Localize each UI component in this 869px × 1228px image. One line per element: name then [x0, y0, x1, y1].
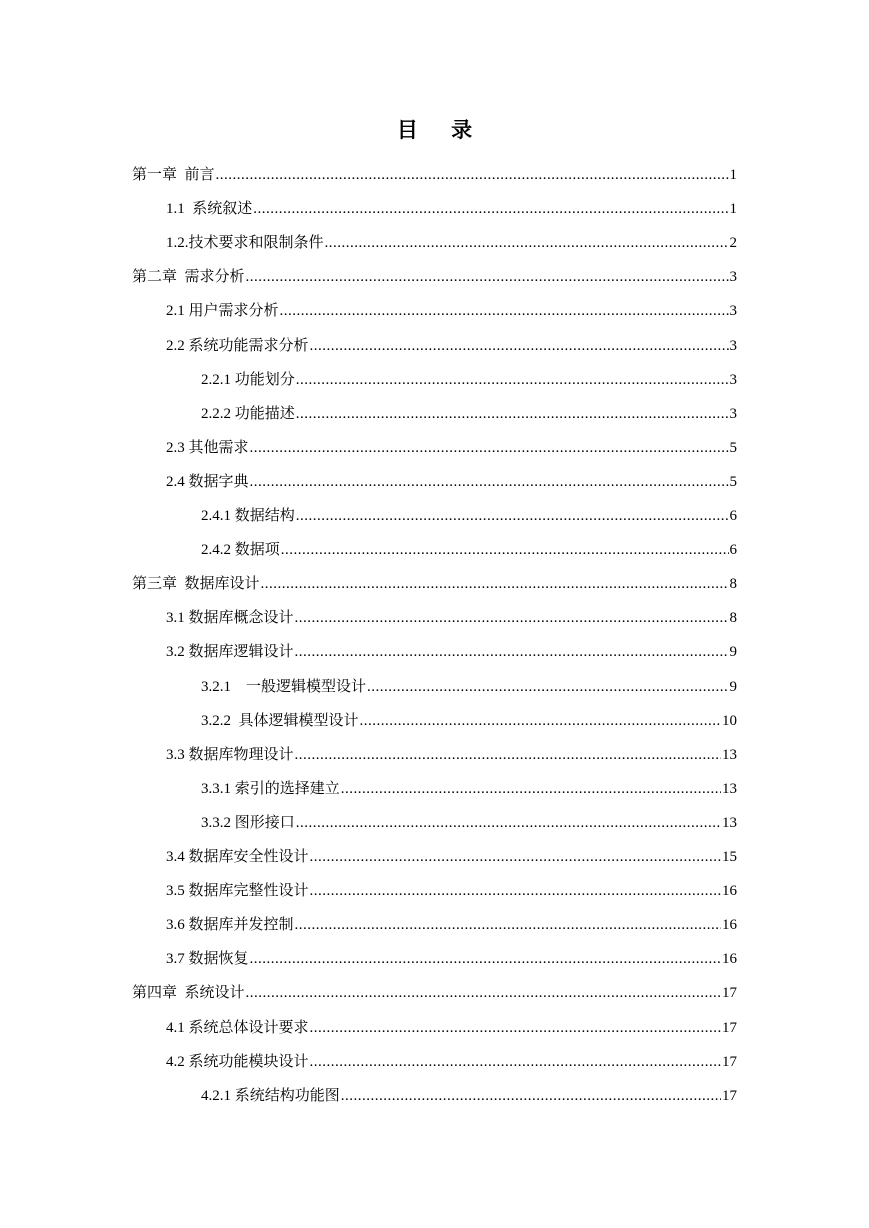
- toc-leader-dots: [295, 916, 721, 934]
- toc-leader-dots: [325, 234, 729, 252]
- toc-entry[interactable]: [201, 1071, 737, 1105]
- toc-entry[interactable]: [166, 900, 737, 934]
- toc-entry[interactable]: [166, 218, 737, 252]
- toc-entry-label: 3.2.2 具体逻辑模型设计: [201, 712, 359, 729]
- toc-entry[interactable]: [201, 389, 737, 423]
- toc-entry[interactable]: [166, 1037, 737, 1071]
- toc-entry-label: 2.4.1 数据结构: [201, 508, 295, 524]
- toc-entry-page: 9: [729, 678, 737, 695]
- toc-entry-label: 1.2.技术要求和限制条件: [166, 235, 324, 252]
- toc-entry-label: 1.1 系统叙述: [166, 201, 253, 218]
- toc-entry-label: 2.3 其他需求: [166, 439, 249, 456]
- toc-entry[interactable]: [201, 764, 737, 798]
- toc-entry[interactable]: [132, 252, 737, 286]
- toc-entry-page: 9: [729, 644, 737, 661]
- toc-entry-page: 5: [729, 473, 737, 490]
- toc-entry[interactable]: [132, 150, 737, 184]
- toc-leader-dots: [295, 643, 729, 661]
- toc-entry-label: 3.1 数据库概念设计: [166, 610, 294, 627]
- toc-entry-page: 3: [729, 337, 737, 354]
- toc-entry-page: 8: [729, 576, 737, 593]
- toc-leader-dots: [296, 814, 721, 832]
- toc-entry-page: 1: [729, 167, 737, 183]
- toc-leader-dots: [296, 371, 729, 389]
- toc-entry-label: 3.6 数据库并发控制: [166, 917, 294, 934]
- toc-entry-page: 6: [729, 508, 737, 524]
- toc-leader-dots: [295, 746, 721, 764]
- toc-entry[interactable]: [166, 832, 737, 866]
- toc-entry-label: 2.4 数据字典: [166, 473, 249, 490]
- toc-leader-dots: [216, 166, 729, 184]
- toc-entry[interactable]: [166, 934, 737, 968]
- toc-leader-dots: [310, 337, 729, 355]
- toc-entry[interactable]: [201, 491, 737, 525]
- toc-leader-dots: [250, 439, 729, 457]
- toc-entry-page: 3: [729, 303, 737, 320]
- toc-entry-page: 17: [722, 1019, 737, 1036]
- toc-leader-dots: [296, 405, 729, 423]
- toc-leader-dots: [341, 780, 721, 798]
- toc-entry[interactable]: [132, 968, 737, 1002]
- toc-leader-dots: [310, 882, 721, 900]
- toc-entry-label: 3.4 数据库安全性设计: [166, 849, 309, 865]
- toc-leader-dots: [367, 678, 728, 696]
- toc-entry-page: 3: [729, 371, 737, 388]
- toc-entry[interactable]: [166, 730, 737, 764]
- toc-entry-page: 15: [722, 849, 737, 865]
- toc-leader-dots: [310, 848, 721, 866]
- toc-leader-dots: [281, 541, 729, 559]
- toc-entry[interactable]: [166, 1003, 737, 1037]
- toc-leader-dots: [360, 712, 721, 730]
- toc-entry[interactable]: [166, 627, 737, 661]
- toc-entry-label: 4.1 系统总体设计要求: [166, 1019, 309, 1036]
- toc-entry-label: 4.2.1 系统结构功能图: [201, 1087, 340, 1104]
- toc-entry-page: 16: [722, 951, 737, 968]
- toc-entry[interactable]: [201, 355, 737, 389]
- toc-entry[interactable]: [166, 286, 737, 320]
- toc-entry[interactable]: [132, 559, 737, 593]
- toc-entry-page: 16: [722, 917, 737, 934]
- toc-entry-label: 2.4.2 数据项: [201, 542, 280, 559]
- toc-entry-page: 17: [722, 985, 737, 1002]
- toc-entry-page: 13: [722, 814, 737, 831]
- toc-entry-label: 2.2 系统功能需求分析: [166, 337, 309, 354]
- toc-entry-label: 2.2.2 功能描述: [201, 405, 295, 422]
- toc-leader-dots: [250, 950, 721, 968]
- toc-entry[interactable]: [166, 423, 737, 457]
- toc-entry-label: 4.2 系统功能模块设计: [166, 1053, 309, 1070]
- toc-entry-label: 第一章 前言: [132, 167, 215, 183]
- toc-entry-page: 8: [729, 610, 737, 627]
- toc-entry[interactable]: [201, 662, 737, 696]
- toc-entry-label: 3.3 数据库物理设计: [166, 746, 294, 763]
- toc-entry-page: 2: [729, 235, 737, 252]
- toc-entry-label: 第四章 系统设计: [132, 985, 245, 1002]
- toc-entry[interactable]: [166, 866, 737, 900]
- toc-entry-page: 10: [722, 712, 737, 729]
- toc-entry-page: 13: [722, 746, 737, 763]
- toc-entry[interactable]: [201, 525, 737, 559]
- toc-entry-label: 3.3.1 索引的选择建立: [201, 780, 340, 797]
- toc-entry-page: 16: [722, 883, 737, 900]
- toc-entry-label: 2.2.1 功能划分: [201, 371, 295, 388]
- toc-entry-page: 17: [722, 1087, 737, 1104]
- toc-leader-dots: [261, 575, 729, 593]
- toc-entry-page: 3: [729, 269, 737, 286]
- toc-entry-label: 3.2 数据库逻辑设计: [166, 644, 294, 661]
- toc-entry-label: 3.5 数据库完整性设计: [166, 883, 309, 900]
- toc-entry[interactable]: [166, 593, 737, 627]
- toc-leader-dots: [341, 1087, 721, 1105]
- toc-entry[interactable]: [166, 184, 737, 218]
- toc-leader-dots: [250, 473, 729, 491]
- toc-entry[interactable]: [201, 696, 737, 730]
- toc-leader-dots: [280, 302, 729, 320]
- toc-entry[interactable]: [166, 457, 737, 491]
- toc-entry-page: 13: [722, 780, 737, 797]
- toc-leader-dots: [246, 984, 721, 1002]
- toc-entry-label: 2.1 用户需求分析: [166, 303, 279, 320]
- toc-entry-page: 1: [729, 201, 737, 218]
- toc-entry-label: 3.7 数据恢复: [166, 951, 249, 968]
- toc-entry-page: 3: [729, 405, 737, 422]
- toc-leader-dots: [296, 507, 729, 525]
- toc-leader-dots: [246, 268, 729, 286]
- toc-entry-page: 5: [729, 439, 737, 456]
- toc-entry-page: 17: [722, 1053, 737, 1070]
- toc-entry-label: 3.2.1 一般逻辑模型设计: [201, 678, 367, 695]
- toc-leader-dots: [310, 1053, 721, 1071]
- toc-entry-page: 6: [729, 542, 737, 559]
- page-title: 目 录: [396, 118, 487, 142]
- toc-leader-dots: [295, 609, 729, 627]
- toc-entry-label: 3.3.2 图形接口: [201, 814, 295, 831]
- toc-entry[interactable]: [166, 321, 737, 355]
- toc-entry-label: 第二章 需求分析: [132, 269, 245, 286]
- toc-entry-label: 第三章 数据库设计: [132, 576, 260, 593]
- toc-entry[interactable]: [201, 798, 737, 832]
- toc-leader-dots: [253, 200, 728, 218]
- toc-leader-dots: [310, 1019, 721, 1037]
